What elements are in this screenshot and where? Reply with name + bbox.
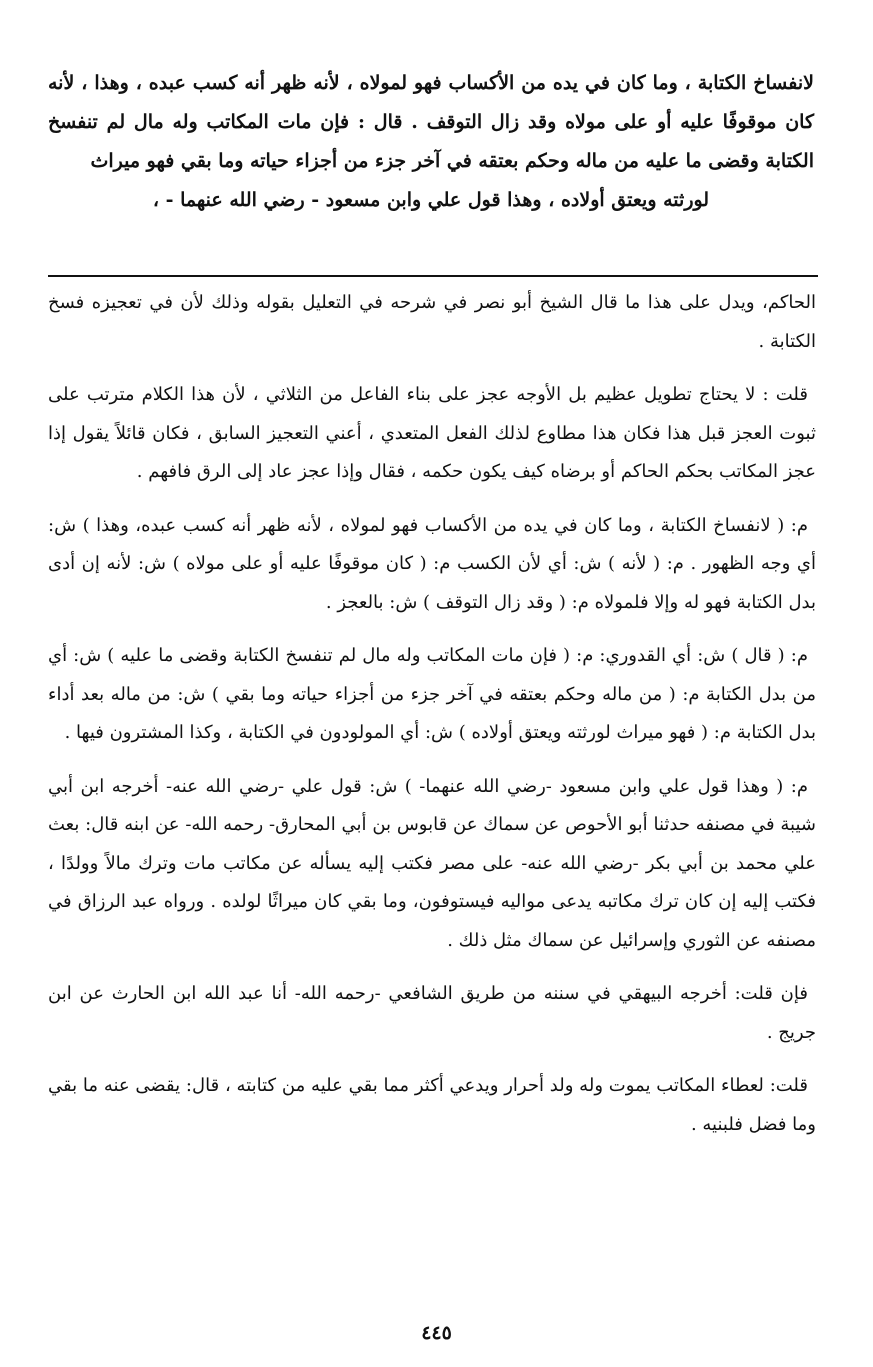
commentary-paragraph: م: ( لانفساخ الكتابة ، وما كان في يده من الأكساب فهو لمولاه ، لأنه ظهر أنه كسب عبده، وهذا ) ش: أي وجه الظهور . م: ( لأنه ) ش: أي لأن الكسب م: ( كان موقوفًا عليه أو على مولاه ) ش: لأنه إن أدى بدل الكتابة فهو له وإلا فلمولاه م: ( وقد زال التوقف ) ش: بالعجز .	[48, 514, 816, 613]
separator-rule	[48, 275, 818, 277]
commentary-paragraph: م: ( قال ) ش: أي القدوري: م: ( فإن مات المكاتب وله مال لم تنفسخ الكتابة وقضى ما عليه ) ش: أي من بدل الكتابة م: ( من ماله وحكم بعتقه في آخر جزء من أجزاء حياته وما بقي ) ش: من ماله بعد أداء بدل الكتابة م: ( فهو ميراث لورثته ويعتق أولاده ) ش: أي المولودون في الكتابة ، وكذا المشترون فيها .	[48, 645, 816, 743]
commentary-paragraph: فإن قلت: أخرجه البيهقي في سننه من طريق الشافعي -رحمه الله- أنا عبد الله ابن الحارث عن ابن جريج .	[48, 983, 816, 1043]
commentary-paragraph: م: ( وهذا قول علي وابن مسعود -رضي الله عنهما- ) ش: قول علي -رضي الله عنه- أخرجه ابن أبي شيبة في مصنفه حدثنا أبو الأحوص عن سماك عن قابوس بن أبي المحارق- رحمه الله- عن ابنه قال: بعث علي محمد بن أبي بكر -رضي الله عنه- على مصر فكتب إليه يسأله عن مكاتب مات وترك مالاً وولدًا ، فكتب إليه إن كان ترك مكاتبه يدعى مواليه فيستوفون، وما بقي كان ميراثًا لولده . ورواه عبد الرزاق في مصنفه عن الثوري وإسرائيل عن سماك مثل ذلك .	[48, 775, 816, 951]
page-number: ٤٤٥	[421, 1322, 452, 1344]
main-text	[48, 64, 814, 220]
main-paragraph: لانفساخ الكتابة ، وما كان في يده من الأكساب فهو لمولاه ، لأنه ظهر أنه كسب عبده ، وهذا ، لأنه كان موقوفًا عليه أو على مولاه وقد زال التوقف . قال : فإن مات المكاتب وله مال لم تنفسخ الكتابة وقضى ما عليه من ماله وحكم بعتقه في آخر جزء من أجزاء حياته وما بقي فهو ميراث	[48, 72, 814, 172]
commentary-paragraph: قلت : لا يحتاج تطويل عظيم بل الأوجه عجز على بناء الفاعل من الثلاثي ، لأن هذا الكلام مترتب على ثبوت العجز قبل هذا فكان هذا مطاوع لذلك الفعل المتعدي ، أعني التعجيز السابق ، فكان قائلاً يقول إذا عجز المكاتب بحكم الحاكم أو برضاه كيف يكون حكمه ، فقال وإذا عجز عاد إلى الرق فافهم .	[48, 384, 816, 482]
main-paragraph-end: لورثته ويعتق أولاده ، وهذا قول علي وابن مسعود - رضي الله عنهما - ،	[152, 189, 710, 211]
commentary-paragraph: الحاكم، ويدل على هذا ما قال الشيخ أبو نصر في شرحه في التعليل بقوله وذلك لأن في تعجيزه فسخ الكتابة .	[48, 292, 816, 352]
commentary-text	[48, 284, 816, 1159]
commentary-paragraph: قلت: لعطاء المكاتب يموت وله ولد أحرار ويدعي أكثر مما بقي عليه من كتابته ، قال: يقضى عنه ما بقي وما فضل فلبنيه .	[48, 1075, 816, 1135]
